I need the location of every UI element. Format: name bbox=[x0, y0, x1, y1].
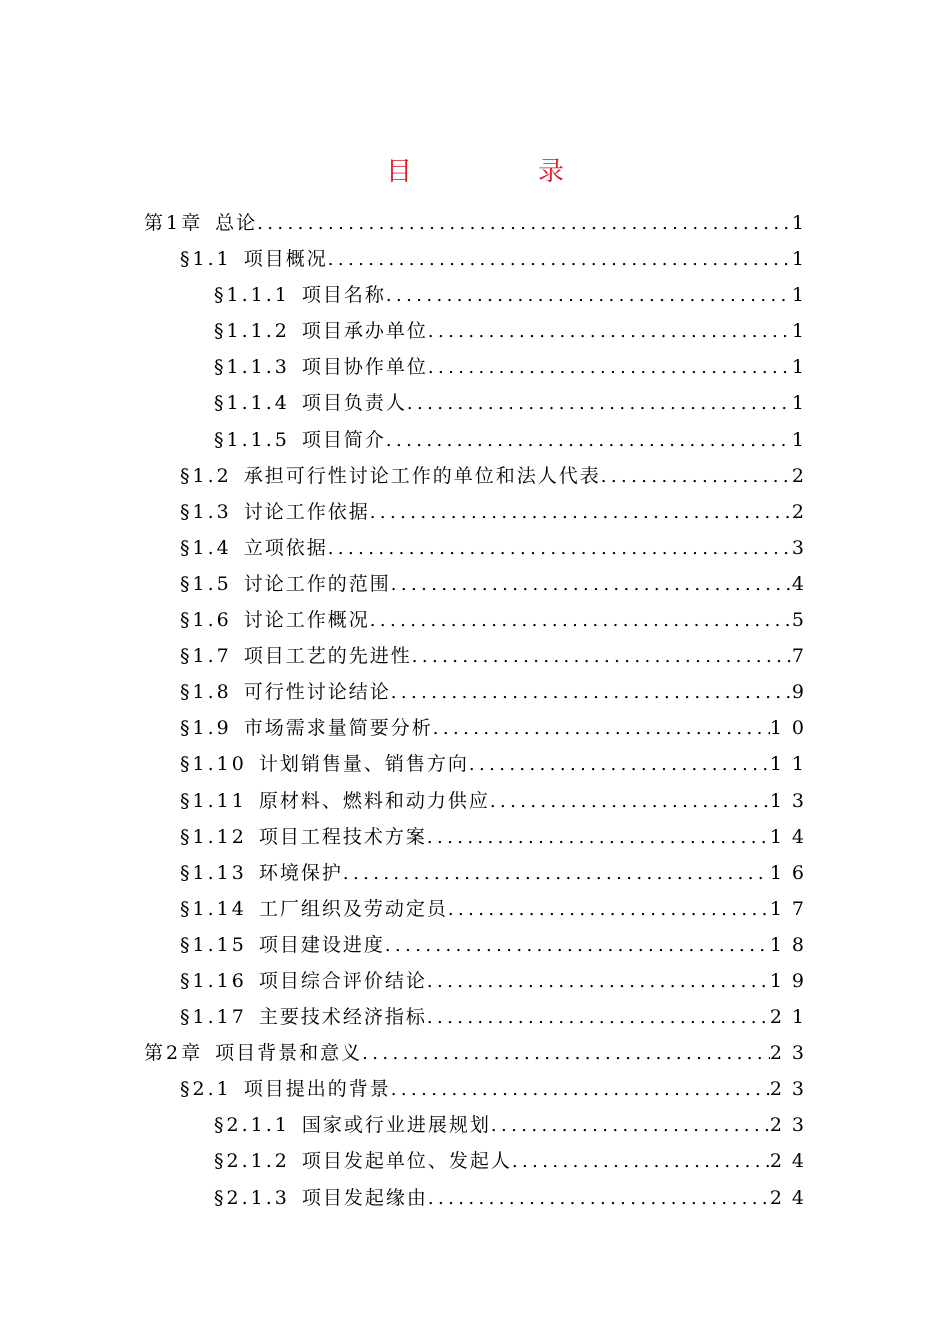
toc-dot-leader bbox=[428, 314, 792, 350]
toc-entry-number: §2.1.2 bbox=[214, 1150, 290, 1173]
toc-entry-number: §1.1 bbox=[180, 248, 232, 271]
toc-dot-leader bbox=[328, 242, 792, 278]
toc-entry-title: 项目承办单位 bbox=[301, 320, 428, 343]
toc-entry[interactable] bbox=[214, 422, 814, 458]
toc-dot-leader bbox=[370, 495, 792, 531]
toc-dot-leader bbox=[407, 386, 792, 422]
toc-entry[interactable] bbox=[180, 458, 814, 494]
toc-entry[interactable] bbox=[180, 1071, 814, 1107]
toc-entry-number: §1.13 bbox=[180, 861, 247, 884]
toc-entry[interactable] bbox=[214, 277, 814, 313]
toc-dot-leader bbox=[601, 459, 792, 495]
toc-entry[interactable] bbox=[180, 674, 814, 710]
toc-entry-title: 项目概况 bbox=[243, 248, 328, 271]
toc-dot-leader bbox=[391, 675, 792, 711]
toc-entry[interactable] bbox=[180, 819, 814, 855]
toc-entry-title: 环境保护 bbox=[258, 861, 343, 884]
toc-entry[interactable] bbox=[180, 710, 814, 746]
toc-dot-leader bbox=[428, 350, 792, 386]
toc-entry[interactable] bbox=[180, 855, 814, 891]
toc-dot-leader bbox=[343, 856, 770, 892]
toc-entry-title: 工厂组织及劳动定员 bbox=[258, 897, 448, 920]
toc-entry-title: 计划销售量、销售方向 bbox=[258, 753, 469, 776]
toc-entry-title: 项目协作单位 bbox=[301, 356, 428, 379]
toc-entry-page-number: 1 bbox=[791, 320, 814, 343]
toc-entry[interactable] bbox=[180, 963, 814, 999]
toc-entry-number: §2.1 bbox=[180, 1078, 232, 1101]
toc-list bbox=[0, 205, 950, 1216]
toc-entry-title: 项目发起缘由 bbox=[301, 1186, 428, 1209]
toc-entry-page-number: 14 bbox=[769, 825, 814, 848]
toc-dot-leader bbox=[491, 1108, 770, 1144]
toc-entry[interactable] bbox=[180, 783, 814, 819]
toc-entry-number: §2.1.1 bbox=[214, 1114, 290, 1137]
toc-dot-leader bbox=[386, 278, 792, 314]
toc-entry[interactable] bbox=[180, 566, 814, 602]
toc-entry-number: §1.1.4 bbox=[214, 392, 290, 415]
toc-entry-page-number: 10 bbox=[769, 717, 814, 740]
toc-entry-page-number: 23 bbox=[769, 1078, 814, 1101]
toc-entry-title: 项目工程技术方案 bbox=[258, 825, 427, 848]
toc-entry[interactable] bbox=[180, 241, 814, 277]
toc-entry-page-number: 1 bbox=[791, 248, 814, 271]
toc-entry-number: 第1章 bbox=[144, 212, 204, 234]
toc-entry-number: §2.1.3 bbox=[214, 1186, 290, 1209]
toc-entry-title: 讨论工作依据 bbox=[243, 500, 370, 523]
toc-dot-leader bbox=[391, 1072, 770, 1108]
toc-entry-title: 项目综合评价结论 bbox=[258, 969, 427, 992]
toc-entry[interactable] bbox=[180, 638, 814, 674]
toc-entry-page-number: 24 bbox=[769, 1150, 814, 1173]
toc-entry-title: 项目负责人 bbox=[301, 392, 407, 415]
toc-entry-page-number: 1 bbox=[791, 428, 814, 451]
toc-entry-title: 承担可行性讨论工作的单位和法人代表 bbox=[243, 464, 601, 487]
toc-entry-title: 总论 bbox=[215, 212, 258, 234]
toc-entry-title: 可行性讨论结论 bbox=[243, 681, 391, 704]
toc-entry-number: §1.16 bbox=[180, 969, 247, 992]
toc-dot-leader bbox=[427, 820, 770, 856]
toc-entry[interactable] bbox=[214, 313, 814, 349]
toc-dot-leader bbox=[428, 1181, 770, 1217]
toc-entry-number: §1.2 bbox=[180, 464, 232, 487]
toc-entry[interactable] bbox=[180, 602, 814, 638]
toc-entry-page-number: 16 bbox=[769, 861, 814, 884]
toc-entry-number: §1.1.1 bbox=[214, 284, 290, 307]
toc-entry-number: §1.7 bbox=[180, 645, 232, 668]
toc-dot-leader bbox=[412, 639, 792, 675]
toc-entry-number: §1.5 bbox=[180, 572, 232, 595]
toc-entry-page-number: 4 bbox=[791, 572, 814, 595]
toc-entry-page-number: 23 bbox=[769, 1114, 814, 1137]
toc-entry[interactable] bbox=[214, 1107, 814, 1143]
toc-dot-leader bbox=[386, 423, 792, 459]
toc-entry-number: §1.6 bbox=[180, 609, 232, 632]
toc-dot-leader bbox=[362, 1036, 770, 1072]
toc-entry-page-number: 21 bbox=[769, 1006, 814, 1029]
toc-entry-title: 讨论工作的范围 bbox=[243, 572, 391, 595]
toc-dot-leader bbox=[469, 747, 770, 783]
toc-entry-title: 项目建设进度 bbox=[258, 933, 385, 956]
toc-dot-leader bbox=[391, 567, 792, 603]
toc-entry-number: §1.1.2 bbox=[214, 320, 290, 343]
toc-entry[interactable] bbox=[214, 349, 814, 385]
toc-dot-leader bbox=[448, 892, 770, 928]
toc-dot-leader bbox=[512, 1144, 770, 1180]
toc-title: 目 录 bbox=[385, 157, 614, 187]
toc-entry-page-number: 24 bbox=[769, 1186, 814, 1209]
toc-entry[interactable] bbox=[214, 1180, 814, 1216]
toc-entry-page-number: 7 bbox=[791, 645, 814, 668]
toc-entry[interactable] bbox=[180, 891, 814, 927]
toc-entry-title: 项目名称 bbox=[301, 284, 386, 307]
toc-entry-page-number: 23 bbox=[769, 1042, 814, 1065]
toc-entry[interactable] bbox=[180, 746, 814, 782]
toc-entry-title: 项目背景和意义 bbox=[215, 1042, 363, 1065]
toc-entry-page-number: 1 bbox=[791, 356, 814, 379]
toc-entry[interactable] bbox=[144, 205, 814, 241]
toc-dot-leader bbox=[370, 603, 792, 639]
toc-entry-number: §1.17 bbox=[180, 1006, 247, 1029]
toc-entry-title: 原材料、燃料和动力供应 bbox=[258, 789, 490, 812]
toc-entry-page-number: 19 bbox=[769, 969, 814, 992]
toc-entry-number: §1.9 bbox=[180, 717, 232, 740]
toc-entry-title: 立项依据 bbox=[243, 536, 328, 559]
toc-entry-page-number: 17 bbox=[769, 897, 814, 920]
toc-entry-title: 项目简介 bbox=[301, 428, 386, 451]
toc-entry-page-number: 3 bbox=[791, 536, 814, 559]
toc-entry-title: 项目工艺的先进性 bbox=[243, 645, 412, 668]
toc-entry-page-number: 1 bbox=[791, 284, 814, 307]
toc-entry-title: 主要技术经济指标 bbox=[258, 1006, 427, 1029]
toc-dot-leader bbox=[385, 928, 770, 964]
toc-entry[interactable] bbox=[180, 530, 814, 566]
toc-entry[interactable] bbox=[214, 385, 814, 421]
toc-entry-number: §1.15 bbox=[180, 933, 247, 956]
toc-entry-number: §1.12 bbox=[180, 825, 247, 848]
toc-dot-leader bbox=[427, 964, 770, 1000]
toc-entry-title: 讨论工作概况 bbox=[243, 609, 370, 632]
toc-entry-number: §1.3 bbox=[180, 500, 232, 523]
toc-entry-title: 国家或行业进展规划 bbox=[301, 1114, 491, 1137]
toc-entry[interactable] bbox=[180, 999, 814, 1035]
toc-entry-number: §1.1.5 bbox=[214, 428, 290, 451]
toc-dot-leader bbox=[257, 206, 792, 242]
toc-entry-number: §1.1.3 bbox=[214, 356, 290, 379]
toc-entry-page-number: 2 bbox=[791, 464, 814, 487]
toc-entry-page-number: 18 bbox=[769, 933, 814, 956]
toc-dot-leader bbox=[427, 1000, 770, 1036]
toc-entry-number: §1.11 bbox=[180, 789, 247, 812]
toc-entry[interactable] bbox=[180, 927, 814, 963]
toc-entry-number: §1.4 bbox=[180, 536, 232, 559]
toc-entry[interactable] bbox=[144, 1035, 814, 1071]
toc-entry-number: §1.14 bbox=[180, 897, 247, 920]
toc-entry-page-number: 13 bbox=[769, 789, 814, 812]
toc-entry-number: §1.10 bbox=[180, 753, 247, 776]
toc-entry-page-number: 9 bbox=[791, 681, 814, 704]
toc-dot-leader bbox=[328, 531, 792, 567]
toc-entry[interactable] bbox=[214, 1143, 814, 1179]
toc-entry-title: 项目提出的背景 bbox=[243, 1078, 391, 1101]
toc-dot-leader bbox=[433, 711, 770, 747]
toc-entry-number: 第2章 bbox=[144, 1042, 204, 1065]
toc-entry-page-number: 1 bbox=[791, 392, 814, 415]
toc-dot-leader bbox=[490, 784, 770, 820]
toc-entry[interactable] bbox=[180, 494, 814, 530]
toc-entry-number: §1.8 bbox=[180, 681, 232, 704]
toc-entry-title: 市场需求量简要分析 bbox=[243, 717, 433, 740]
toc-entry-title: 项目发起单位、发起人 bbox=[301, 1150, 512, 1173]
toc-entry-page-number: 5 bbox=[791, 609, 814, 632]
toc-entry-page-number: 11 bbox=[769, 753, 814, 776]
toc-entry-page-number: 2 bbox=[791, 500, 814, 523]
toc-entry-page-number: 1 bbox=[791, 212, 814, 234]
